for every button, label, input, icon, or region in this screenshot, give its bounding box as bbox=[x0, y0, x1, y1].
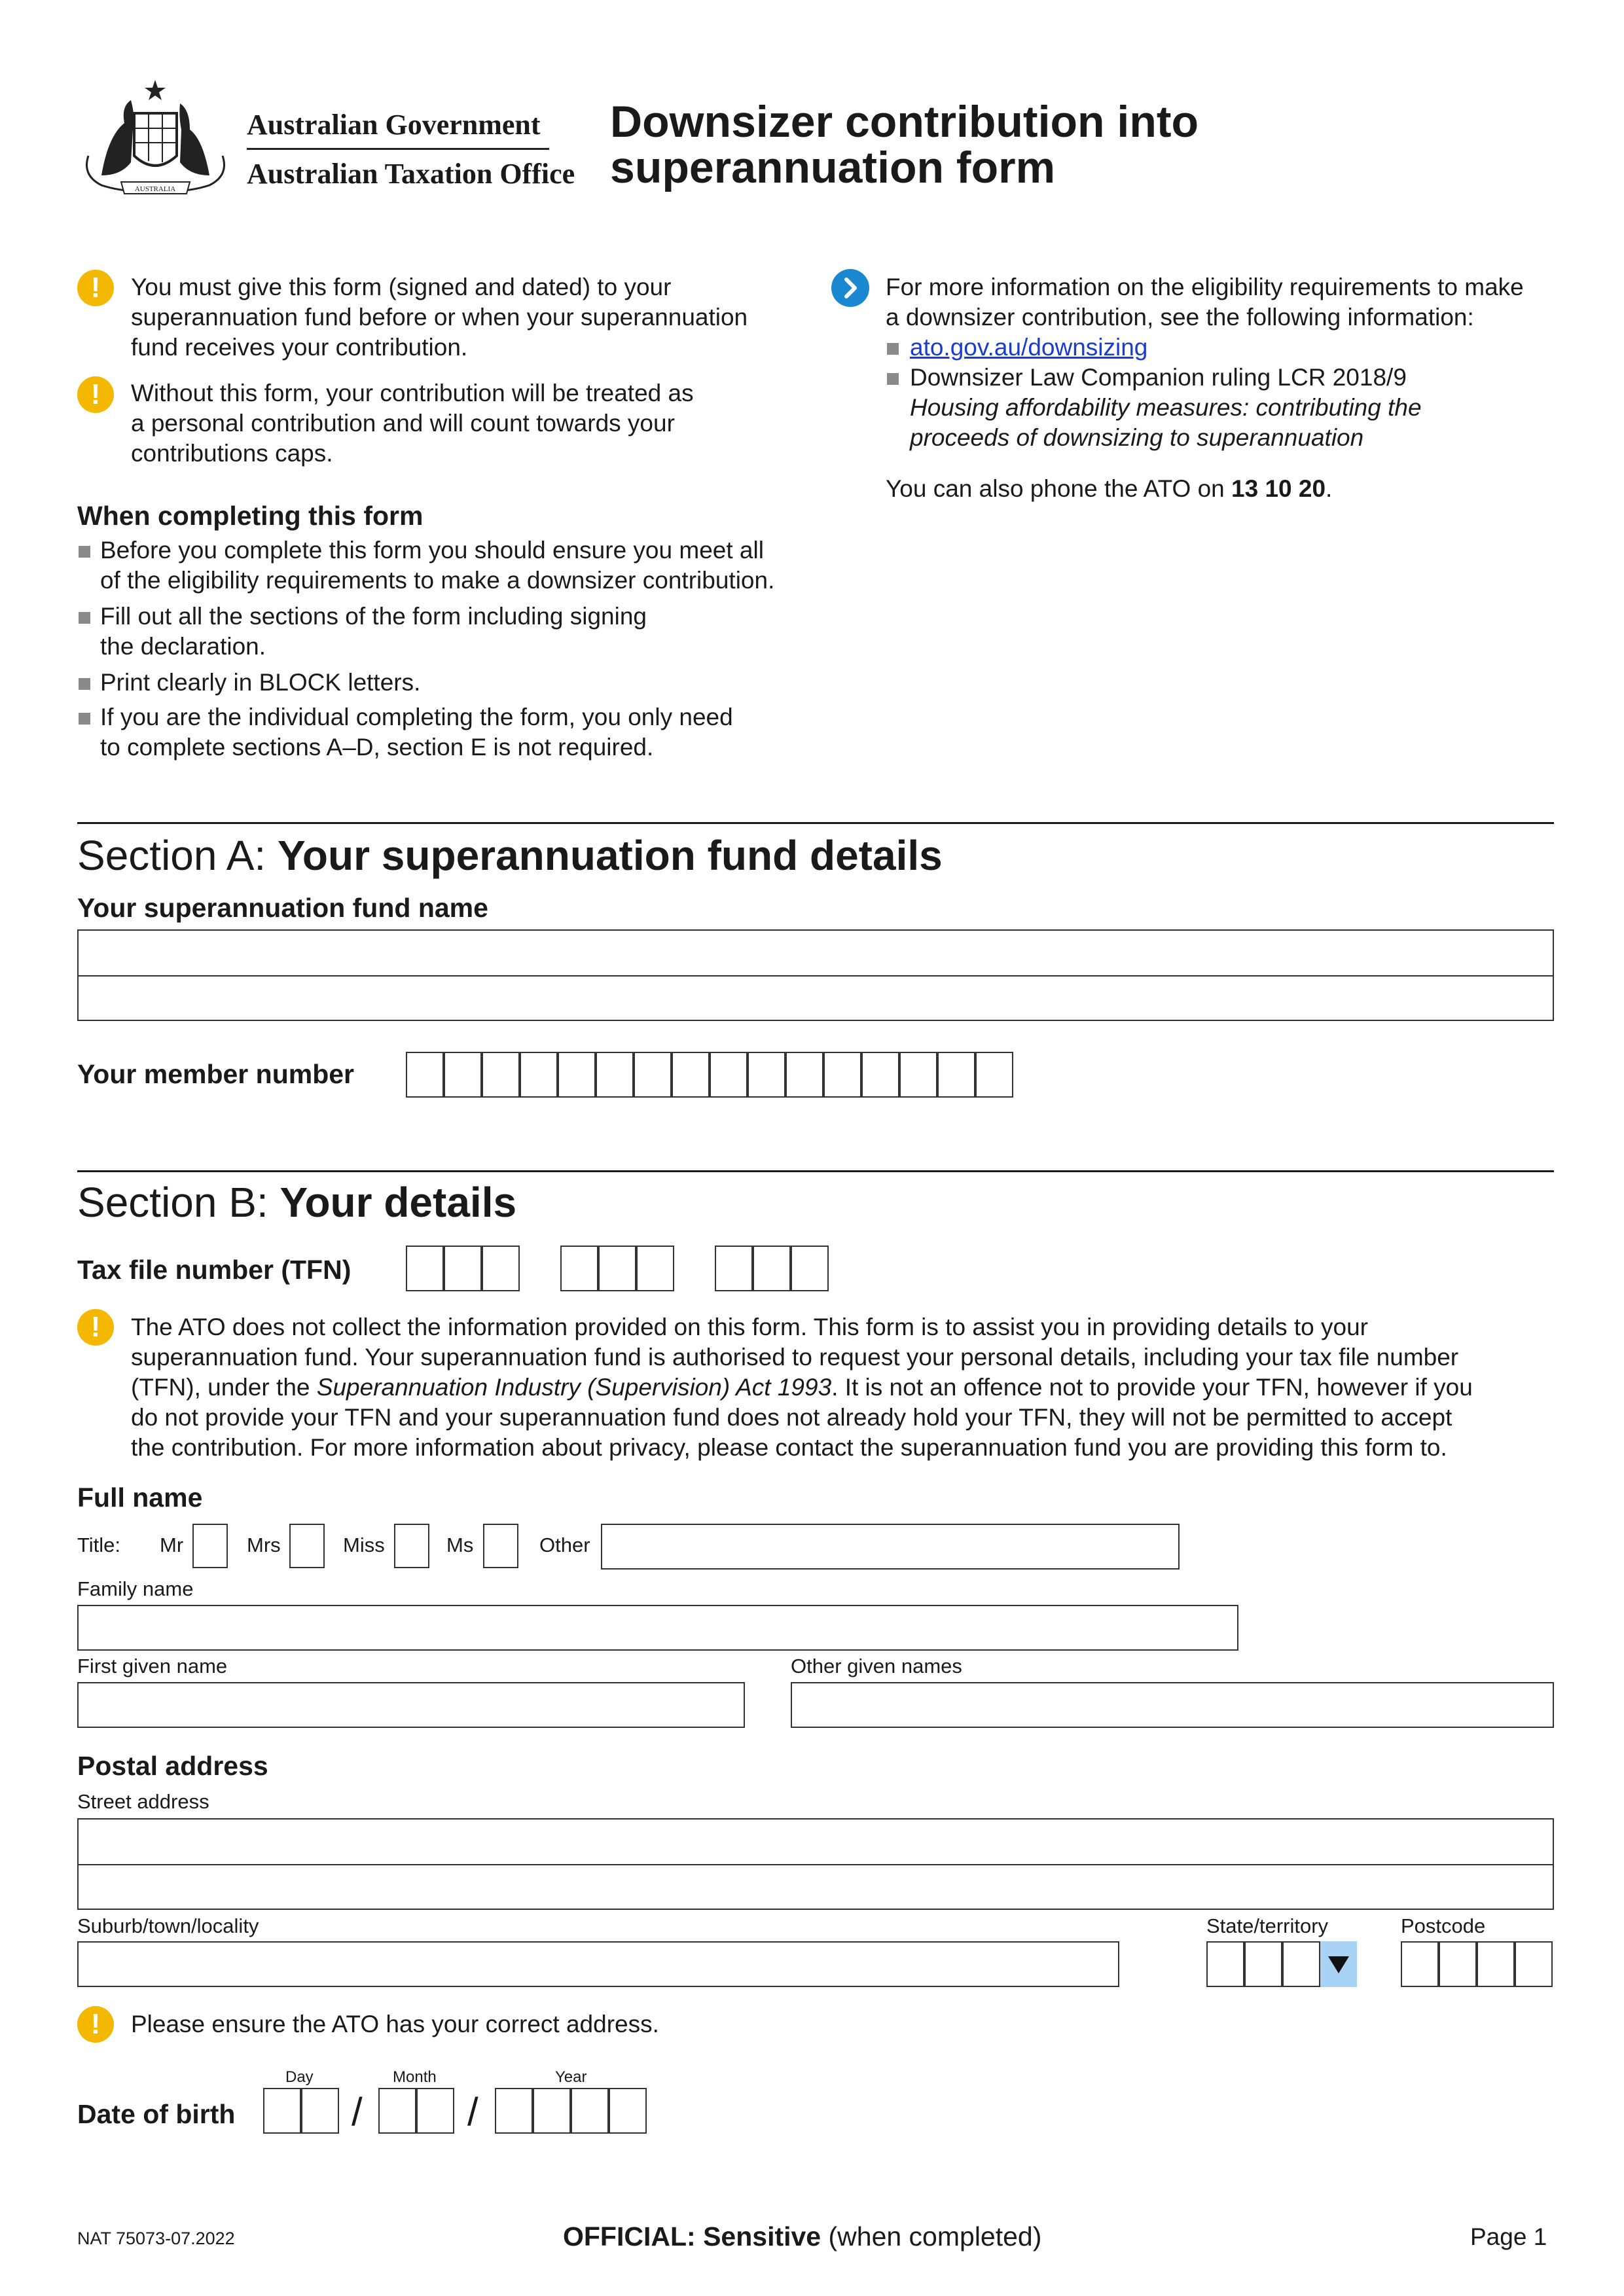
member-number-cell[interactable] bbox=[406, 1052, 444, 1098]
section-divider bbox=[77, 1170, 1554, 1172]
downsizing-link[interactable]: ato.gov.au/downsizing bbox=[910, 334, 1148, 361]
title-mrs-checkbox[interactable] bbox=[289, 1524, 325, 1568]
dob-year-cell[interactable] bbox=[495, 2088, 533, 2134]
other-given-names-label: Other given names bbox=[791, 1655, 962, 1677]
dob-year-cell[interactable] bbox=[533, 2088, 571, 2134]
tfn-cell[interactable] bbox=[560, 1246, 598, 1291]
warning-icon: ! bbox=[77, 2006, 114, 2043]
member-number-cell[interactable] bbox=[785, 1052, 823, 1098]
title-label: Title: bbox=[77, 1534, 121, 1556]
tfn-cell[interactable] bbox=[482, 1246, 520, 1291]
member-number-cell[interactable] bbox=[975, 1052, 1013, 1098]
state-cell[interactable] bbox=[1206, 1941, 1244, 1987]
bullet-icon bbox=[79, 678, 90, 690]
form-code: NAT 75073-07.2022 bbox=[77, 2229, 235, 2248]
member-number-cell[interactable] bbox=[861, 1052, 899, 1098]
notice-without-form: Without this form, your contribution will be treated as a personal contribution and will count towards your contributions caps. bbox=[131, 380, 694, 467]
tfn-cell[interactable] bbox=[753, 1246, 791, 1291]
title-option-other-label: Other bbox=[539, 1534, 590, 1556]
info-eligibility: For more information on the eligibility requirements to make a downsizer contribution, see the following information: bbox=[886, 274, 1524, 331]
dob-day-cell[interactable] bbox=[263, 2088, 301, 2134]
member-number-cell[interactable] bbox=[937, 1052, 975, 1098]
section-b-heading: Section B: Your details bbox=[77, 1179, 517, 1226]
member-number-cell[interactable] bbox=[482, 1052, 520, 1098]
state-cell[interactable] bbox=[1244, 1941, 1282, 1987]
suburb-label: Suburb/town/locality bbox=[77, 1914, 259, 1937]
dob-year-label: Year bbox=[555, 2068, 587, 2086]
svg-text:AUSTRALIA: AUSTRALIA bbox=[134, 185, 176, 193]
warning-icon: ! bbox=[77, 1309, 114, 1346]
fund-name-input-line1[interactable] bbox=[77, 929, 1554, 977]
full-name-label: Full name bbox=[77, 1482, 203, 1513]
family-name-input[interactable] bbox=[77, 1605, 1238, 1651]
member-number-cell[interactable] bbox=[558, 1052, 596, 1098]
title-other-input[interactable] bbox=[601, 1524, 1180, 1570]
dob-day-label: Day bbox=[285, 2068, 314, 2086]
bullet-icon bbox=[79, 612, 90, 624]
suburb-input[interactable] bbox=[77, 1941, 1119, 1987]
dob-day-cells bbox=[263, 2088, 339, 2134]
postcode-cell[interactable] bbox=[1439, 1941, 1477, 1987]
page-title: Downsizer contribution into bbox=[610, 97, 1199, 147]
header-divider bbox=[247, 148, 549, 150]
notice-signed-form: You must give this form (signed and dated) to your superannuation fund before or when your superannuation fund receives your contribution. bbox=[131, 274, 748, 361]
chevron-right-icon bbox=[831, 269, 869, 307]
list-item: Fill out all the sections of the form including signing the declaration. bbox=[100, 603, 647, 660]
bullet-icon bbox=[79, 546, 90, 558]
dob-label: Date of birth bbox=[77, 2099, 236, 2129]
first-given-name-label: First given name bbox=[77, 1655, 228, 1677]
member-number-cells bbox=[406, 1052, 1013, 1098]
tfn-cell[interactable] bbox=[636, 1246, 674, 1291]
section-a-heading: Section A: Your superannuation fund details bbox=[77, 832, 943, 879]
tfn-cells-group3 bbox=[715, 1246, 829, 1291]
member-number-cell[interactable] bbox=[596, 1052, 634, 1098]
ruling-title: Housing affordability measures: contributing the bbox=[910, 394, 1422, 421]
dob-month-label: Month bbox=[393, 2068, 437, 2086]
dob-month-cells bbox=[378, 2088, 454, 2134]
state-territory-select[interactable] bbox=[1206, 1941, 1357, 1987]
tfn-cells-group1 bbox=[406, 1246, 520, 1291]
member-number-cell[interactable] bbox=[748, 1052, 785, 1098]
member-number-cell[interactable] bbox=[710, 1052, 748, 1098]
title-option-ms-label: Ms bbox=[446, 1534, 474, 1556]
dob-year-cell[interactable] bbox=[609, 2088, 647, 2134]
title-mr-checkbox[interactable] bbox=[192, 1524, 228, 1568]
member-number-cell[interactable] bbox=[520, 1052, 558, 1098]
title-option-miss-label: Miss bbox=[343, 1534, 385, 1556]
list-item: Print clearly in BLOCK letters. bbox=[100, 669, 421, 696]
ruling-reference: Downsizer Law Companion ruling LCR 2018/9 bbox=[910, 364, 1407, 391]
street-address-input-line2[interactable] bbox=[77, 1864, 1554, 1910]
title-miss-checkbox[interactable] bbox=[394, 1524, 429, 1568]
street-address-input-line1[interactable] bbox=[77, 1818, 1554, 1865]
dropdown-arrow-icon[interactable] bbox=[1320, 1941, 1357, 1987]
first-given-name-input[interactable] bbox=[77, 1682, 745, 1728]
list-item: Before you complete this form you should ensure you meet all of the eligibility requirements to make a downsizer contribution. bbox=[100, 537, 775, 594]
privacy-notice: The ATO does not collect the information provided on this form. This form is to assist you in providing details to your superannuation fund. Your superannuation fund is authorised to request your personal details, including your tax file number (TFN), under the Superannuation Industry (Supervision) Act 1993. It is not an offence not to provide your TFN, however if you do not provide your TFN and your superannuation fund does not already hold your TFN, they will not be permitted to accept the contribution. For more information about privacy, please contact the superannuation fund you are providing this form to. bbox=[131, 1314, 1473, 1461]
title-option-mrs-label: Mrs bbox=[247, 1534, 281, 1556]
state-territory-label: State/territory bbox=[1206, 1914, 1329, 1937]
warning-icon: ! bbox=[77, 376, 114, 413]
coat-of-arms-icon bbox=[75, 77, 236, 198]
street-address-label: Street address bbox=[77, 1790, 209, 1813]
title-ms-checkbox[interactable] bbox=[483, 1524, 518, 1568]
dob-day-cell[interactable] bbox=[301, 2088, 339, 2134]
when-completing-heading: When completing this form bbox=[77, 501, 424, 531]
page-number: Page 1 bbox=[1470, 2223, 1547, 2250]
dob-year-cells bbox=[495, 2088, 647, 2134]
tfn-cell[interactable] bbox=[715, 1246, 753, 1291]
government-name: Australian Government bbox=[247, 109, 541, 141]
bullet-icon bbox=[887, 343, 899, 355]
date-separator: / bbox=[467, 2090, 478, 2134]
postcode-cell[interactable] bbox=[1401, 1941, 1439, 1987]
bullet-icon bbox=[887, 373, 899, 385]
official-sensitive-marking: OFFICIAL: Sensitive (when completed) bbox=[563, 2221, 1042, 2251]
ruling-title-line2: proceeds of downsizing to superannuation bbox=[910, 424, 1364, 451]
tfn-label: Tax file number (TFN) bbox=[77, 1255, 352, 1285]
member-number-cell[interactable] bbox=[634, 1052, 672, 1098]
title-option-mr-label: Mr bbox=[160, 1534, 184, 1556]
postal-address-label: Postal address bbox=[77, 1751, 268, 1781]
state-cell[interactable] bbox=[1282, 1941, 1320, 1987]
list-item: If you are the individual completing the form, you only need to complete sections A–D, section E is not required. bbox=[100, 704, 733, 761]
fund-name-input-line2[interactable] bbox=[77, 975, 1554, 1021]
family-name-label: Family name bbox=[77, 1577, 194, 1600]
tfn-cell[interactable] bbox=[406, 1246, 444, 1291]
member-number-cell[interactable] bbox=[823, 1052, 861, 1098]
dob-year-cell[interactable] bbox=[571, 2088, 609, 2134]
agency-name: Australian Taxation Office bbox=[247, 158, 575, 190]
postcode-label: Postcode bbox=[1401, 1914, 1486, 1937]
phone-info: You can also phone the ATO on 13 10 20. bbox=[886, 475, 1333, 502]
date-separator: / bbox=[352, 2090, 363, 2134]
fund-name-label: Your superannuation fund name bbox=[77, 893, 488, 923]
tfn-cell[interactable] bbox=[444, 1246, 482, 1291]
page-title-line2: superannuation form bbox=[610, 143, 1056, 192]
dob-month-cell[interactable] bbox=[416, 2088, 454, 2134]
section-divider bbox=[77, 822, 1554, 824]
phone-number: 13 10 20 bbox=[1231, 475, 1326, 502]
member-number-cell[interactable] bbox=[672, 1052, 710, 1098]
member-number-label: Your member number bbox=[77, 1059, 354, 1089]
tfn-cells-group2 bbox=[560, 1246, 674, 1291]
tfn-cell[interactable] bbox=[598, 1246, 636, 1291]
address-notice: Please ensure the ATO has your correct address. bbox=[131, 2011, 659, 2037]
postcode-cell[interactable] bbox=[1477, 1941, 1515, 1987]
dob-month-cell[interactable] bbox=[378, 2088, 416, 2134]
postcode-cell[interactable] bbox=[1515, 1941, 1553, 1987]
tfn-cell[interactable] bbox=[791, 1246, 829, 1291]
member-number-cell[interactable] bbox=[444, 1052, 482, 1098]
member-number-cell[interactable] bbox=[899, 1052, 937, 1098]
warning-icon: ! bbox=[77, 270, 114, 306]
bullet-icon bbox=[79, 713, 90, 725]
other-given-names-input[interactable] bbox=[791, 1682, 1554, 1728]
postcode-cells bbox=[1401, 1941, 1553, 1987]
